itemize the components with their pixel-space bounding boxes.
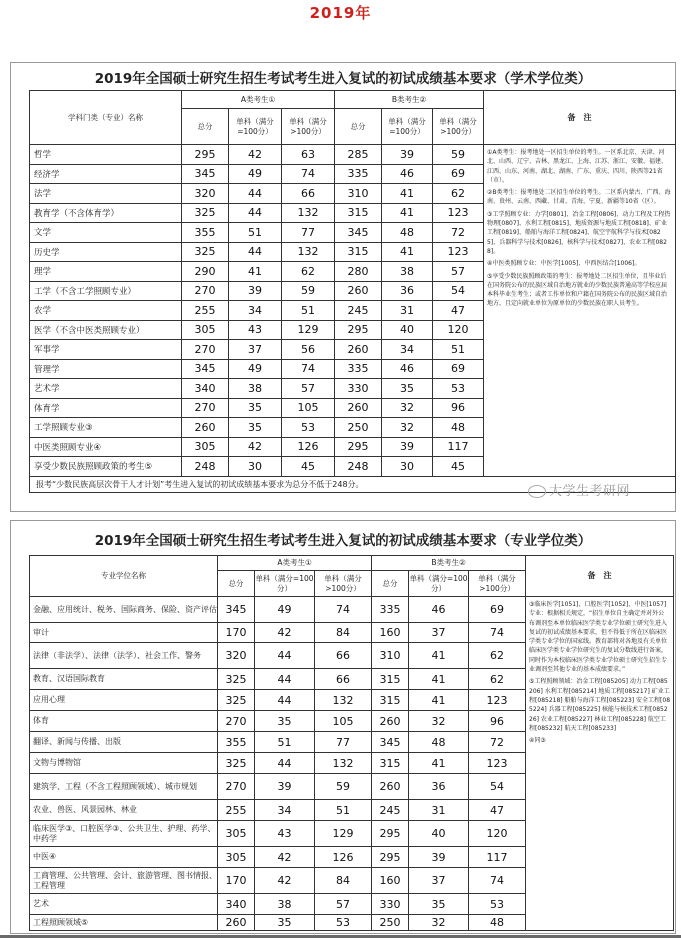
- score-a-total: 325: [218, 753, 255, 774]
- score-a-s1: 35: [255, 711, 315, 732]
- row-subject-name: 享受少数民族照顾政策的考生⑤: [30, 457, 182, 477]
- row-subject-name: 农学: [30, 301, 182, 321]
- score-a-s1: 49: [255, 597, 315, 623]
- footer-note: 报考“少数民族高层次骨干人才计划”考生进入复试的初试成绩基本要求为总分不低于248分。: [30, 476, 676, 492]
- header-b-single100: 单科（满分=100分）: [409, 571, 469, 597]
- score-b-total: 330: [335, 379, 382, 399]
- score-b-s1: 46: [382, 359, 433, 379]
- score-a-total: 260: [218, 915, 255, 931]
- header-b-total: 总分: [372, 571, 409, 597]
- score-a-s1: 34: [229, 301, 282, 321]
- score-b-s2: 54: [433, 281, 484, 301]
- score-a-total: 248: [182, 457, 229, 477]
- score-a-s1: 44: [255, 643, 315, 669]
- score-a-s2: 129: [282, 320, 335, 340]
- row-subject-name: 艺术学: [30, 379, 182, 399]
- score-b-s2: 47: [469, 800, 526, 821]
- score-a-s2: 56: [282, 340, 335, 360]
- header-a-group: A类考生①: [218, 556, 372, 571]
- score-a-s1: 43: [229, 320, 282, 340]
- score-b-s2: 123: [469, 753, 526, 774]
- row-subject-name: 艺术: [30, 894, 218, 915]
- score-b-total: 315: [372, 753, 409, 774]
- score-b-total: 310: [372, 643, 409, 669]
- score-b-s2: 47: [433, 301, 484, 321]
- score-a-s1: 42: [229, 145, 282, 165]
- score-b-total: 260: [335, 281, 382, 301]
- header-a-total: 总分: [182, 109, 229, 145]
- row-subject-name: 法学: [30, 184, 182, 204]
- score-b-s2: 51: [433, 340, 484, 360]
- row-subject-name: 管理学: [30, 359, 182, 379]
- header-a-total: 总分: [218, 571, 255, 597]
- score-b-s2: 62: [469, 643, 526, 669]
- header-subject: 专业学位名称: [30, 556, 218, 597]
- score-b-s2: 53: [469, 894, 526, 915]
- score-b-s1: 30: [382, 457, 433, 477]
- score-a-s1: 44: [229, 203, 282, 223]
- remark-note: ②B类考生：报考地处二区招生单位的考生。二区系内蒙古、广西、海南、贵州、云南、西藏、甘肃、青海、宁夏、新疆等10省（区）。: [487, 189, 671, 206]
- score-a-s1: 37: [229, 340, 282, 360]
- row-subject-name: 应用心理: [30, 690, 218, 711]
- score-a-s2: 129: [315, 821, 372, 847]
- row-subject-name: 医学（不含中医类照顾专业）: [30, 320, 182, 340]
- score-b-s2: 74: [469, 623, 526, 643]
- score-a-total: 345: [182, 164, 229, 184]
- score-b-total: 330: [372, 894, 409, 915]
- score-a-s2: 77: [315, 732, 372, 753]
- score-b-s2: 123: [469, 690, 526, 711]
- score-a-s2: 74: [282, 359, 335, 379]
- score-b-s1: 37: [409, 623, 469, 643]
- row-subject-name: 工学照顾专业③: [30, 418, 182, 438]
- score-b-total: 260: [372, 774, 409, 800]
- score-a-s2: 84: [315, 623, 372, 643]
- score-a-total: 345: [218, 597, 255, 623]
- professional-score-table: [29, 555, 674, 931]
- score-a-total: 255: [182, 301, 229, 321]
- row-subject-name: 中医④: [30, 847, 218, 868]
- score-b-s2: 59: [433, 145, 484, 165]
- score-b-s2: 96: [469, 711, 526, 732]
- row-subject-name: 哲学: [30, 145, 182, 165]
- score-a-s1: 38: [229, 379, 282, 399]
- remark-note: ④同③: [529, 737, 546, 745]
- score-a-s2: 74: [315, 597, 372, 623]
- academic-degree-panel: [10, 62, 676, 512]
- score-a-total: 345: [182, 359, 229, 379]
- row-subject-name: 经济学: [30, 164, 182, 184]
- score-b-total: 295: [335, 437, 382, 457]
- score-a-s2: 126: [282, 437, 335, 457]
- score-b-s1: 41: [382, 242, 433, 262]
- row-subject-name: 理学: [30, 262, 182, 282]
- score-a-s1: 44: [229, 242, 282, 262]
- score-b-s1: 48: [409, 732, 469, 753]
- score-b-total: 160: [372, 623, 409, 643]
- score-b-s2: 57: [433, 262, 484, 282]
- remark-note: ③临床医学[1051]、口腔医学[1052]、中医[1057]专业：根据相关规定，“招生单位自主确定并对外公布调剂至本单位临床医学类专业学位硕士研究生进入复试的初试成绩基本要求，但不得低于所在区临床医学类专业学位的国家线。教育部将对各地及有关单位临床医学类专业学位研究生的复试分数线进行备案，同时作为本校临床医学类专业学位硕士研究生招生专业调剂至其他专业的基本成绩要求。”: [529, 601, 668, 674]
- row-subject-name: 文物与博物馆: [30, 753, 218, 774]
- score-b-s2: 120: [433, 320, 484, 340]
- score-a-total: 270: [182, 340, 229, 360]
- score-b-s1: 40: [409, 821, 469, 847]
- score-b-total: 295: [335, 320, 382, 340]
- row-subject-name: 军事学: [30, 340, 182, 360]
- row-subject-name: 翻译、新闻与传播、出版: [30, 732, 218, 753]
- header-a-group: A类考生①: [182, 91, 335, 109]
- header-subject: 学科门类（专业）名称: [30, 91, 182, 145]
- score-a-total: 305: [218, 821, 255, 847]
- row-subject-name: 建筑学、工程（不含工程照顾领域）、城市规划: [30, 774, 218, 800]
- score-a-total: 340: [182, 379, 229, 399]
- score-b-total: 335: [372, 597, 409, 623]
- score-b-total: 295: [372, 821, 409, 847]
- score-a-total: 270: [218, 711, 255, 732]
- score-a-s2: 62: [282, 262, 335, 282]
- score-a-s2: 77: [282, 223, 335, 243]
- wechat-icon: [528, 485, 546, 498]
- score-b-total: 245: [372, 800, 409, 821]
- score-b-s1: 41: [409, 690, 469, 711]
- score-b-s1: 41: [382, 203, 433, 223]
- score-b-s2: 62: [469, 669, 526, 690]
- score-b-total: 248: [335, 457, 382, 477]
- score-a-total: 355: [218, 732, 255, 753]
- score-b-total: 250: [335, 418, 382, 438]
- score-a-s2: 51: [282, 301, 335, 321]
- score-a-s1: 30: [229, 457, 282, 477]
- row-subject-name: 金融、应用统计、税务、国际商务、保险、资产评估: [30, 597, 218, 623]
- header-b-single-over100: 单科（满分>100分）: [433, 109, 484, 145]
- score-b-s2: 54: [469, 774, 526, 800]
- row-subject-name: 工商管理、公共管理、会计、旅游管理、图书情报、工程管理: [30, 868, 218, 894]
- score-a-s1: 49: [229, 359, 282, 379]
- score-a-total: 295: [182, 145, 229, 165]
- score-b-total: 160: [372, 868, 409, 894]
- score-b-s1: 31: [382, 301, 433, 321]
- academic-table-title: 2019年全国硕士研究生招生考试考生进入复试的初试成绩基本要求（学术学位类）: [94, 71, 592, 87]
- row-subject-name: 历史学: [30, 242, 182, 262]
- score-a-s2: 59: [315, 774, 372, 800]
- score-a-total: 305: [218, 847, 255, 868]
- score-b-s1: 36: [382, 281, 433, 301]
- score-b-s1: 35: [382, 379, 433, 399]
- score-a-total: 305: [182, 437, 229, 457]
- score-a-s1: 51: [229, 223, 282, 243]
- header-remarks: 备 注: [526, 556, 674, 597]
- score-a-total: 325: [218, 690, 255, 711]
- score-a-s2: 132: [315, 753, 372, 774]
- score-a-s1: 41: [229, 262, 282, 282]
- header-a-single100: 单科（满分=100分）: [229, 109, 282, 145]
- header-a-single-over100: 单科（满分>100分）: [282, 109, 335, 145]
- header-b-group: B类考生②: [372, 556, 526, 571]
- score-a-s1: 35: [229, 418, 282, 438]
- score-a-s2: 45: [282, 457, 335, 477]
- score-b-s2: 96: [433, 398, 484, 418]
- score-b-s2: 72: [469, 732, 526, 753]
- header-remarks: 备 注: [484, 91, 676, 145]
- remark-note: ①A类考生：报考地处一区招生单位的考生。一区系北京、天津、河北、山西、辽宁、吉林、黑龙江、上海、江苏、浙江、安徽、福建、江西、山东、河南、湖北、湖南、广东、重庆、四川、陕西等21省（市）。: [487, 149, 668, 184]
- row-subject-name: 审计: [30, 623, 218, 643]
- score-b-total: 315: [335, 242, 382, 262]
- score-a-s2: 132: [282, 203, 335, 223]
- score-a-total: 170: [218, 623, 255, 643]
- score-a-s1: 39: [255, 774, 315, 800]
- score-a-s1: 43: [255, 821, 315, 847]
- score-a-s1: 42: [255, 847, 315, 868]
- score-a-total: 260: [182, 418, 229, 438]
- row-subject-name: 农业、兽医、风景园林、林业: [30, 800, 218, 821]
- score-a-s1: 42: [229, 437, 282, 457]
- score-a-total: 270: [218, 774, 255, 800]
- row-subject-name: 文学: [30, 223, 182, 243]
- score-b-total: 245: [335, 301, 382, 321]
- header-b-single100: 单科（满分=100分）: [382, 109, 433, 145]
- score-b-total: 315: [335, 203, 382, 223]
- score-a-s1: 44: [255, 690, 315, 711]
- score-a-total: 305: [182, 320, 229, 340]
- remark-note: ④中医类照顾专业：中医学[1005]、中西医结合[1006]。: [487, 260, 641, 268]
- score-b-s1: 39: [409, 847, 469, 868]
- header-a-single-over100: 单科（满分>100分）: [315, 571, 372, 597]
- score-a-total: 290: [182, 262, 229, 282]
- row-subject-name: 教育学（不含体育学）: [30, 203, 182, 223]
- score-a-s1: 34: [255, 800, 315, 821]
- score-a-s2: 57: [315, 894, 372, 915]
- remark-note: ⑤享受少数民族照顾政策的考生：报考地处二区招生单位，且毕业后在国务院公布的民族区域自治地方就业的少数民族普通高等学校应届本科毕业生考生；或者工作单位和户籍在国务院公布的民族区域自治地方，且定向就业单位为原单位的少数民族在职人员考生。: [487, 272, 668, 308]
- score-a-s1: 42: [255, 868, 315, 894]
- remark-note: ⑤工程照顾领域：冶金工程[085205] 动力工程[085206] 水利工程[085214] 地质工程[085217] 矿业工程[085218] 船舶与海洋工程[085223] 安全工程[085224] 兵器工程[085225] 核能与核技术工程[085226] 农业工程[085227] 林业工程[085228] 航空工程[085232] 航天工程[085233]: [529, 678, 671, 732]
- score-a-s1: 44: [255, 753, 315, 774]
- score-b-s2: 123: [433, 242, 484, 262]
- score-b-total: 335: [335, 164, 382, 184]
- table-row: [30, 145, 676, 165]
- score-a-s1: 44: [229, 184, 282, 204]
- score-a-s2: 57: [282, 379, 335, 399]
- score-b-s1: 41: [409, 643, 469, 669]
- score-b-s2: 74: [469, 868, 526, 894]
- score-a-total: 270: [182, 398, 229, 418]
- score-b-s1: 39: [382, 437, 433, 457]
- row-subject-name: 工学（不含工学照顾专业）: [30, 281, 182, 301]
- score-b-s2: 117: [433, 437, 484, 457]
- academic-score-table: [29, 90, 676, 493]
- score-a-total: 325: [218, 669, 255, 690]
- score-a-total: 320: [218, 643, 255, 669]
- row-subject-name: 中医类照顾专业④: [30, 437, 182, 457]
- score-a-s2: 66: [282, 184, 335, 204]
- score-b-s1: 41: [409, 753, 469, 774]
- remark-note: ③工学照顾专业：力学[0801]、冶金工程[0806]、动力工程及工程热物理[0807]、水利工程[0815]、地质资源与地质工程[0818]、矿业工程[0819]、船舶与海洋工程[0824]、航空宇航科学与技术[0825]、兵器科学与技术[0826]、核科学与技术[0827]、农业工程[0828]。: [487, 210, 671, 255]
- score-a-total: 340: [218, 894, 255, 915]
- professional-degree-panel: [10, 520, 676, 934]
- score-b-s1: 40: [382, 320, 433, 340]
- score-b-s2: 120: [469, 821, 526, 847]
- page-year-title: 2019年: [309, 4, 372, 22]
- score-a-s2: 132: [282, 242, 335, 262]
- watermark-text: 大学生考研网: [549, 484, 631, 499]
- score-b-s2: 69: [433, 359, 484, 379]
- score-b-s2: 123: [433, 203, 484, 223]
- score-b-s1: 37: [409, 868, 469, 894]
- score-a-s1: 35: [255, 915, 315, 931]
- row-subject-name: 教育、汉语国际教育: [30, 669, 218, 690]
- score-a-s2: 66: [315, 643, 372, 669]
- score-a-total: 255: [218, 800, 255, 821]
- score-a-s2: 66: [315, 669, 372, 690]
- score-a-s2: 132: [315, 690, 372, 711]
- score-b-total: 280: [335, 262, 382, 282]
- row-subject-name: 体育学: [30, 398, 182, 418]
- score-a-s2: 51: [315, 800, 372, 821]
- score-a-s2: 105: [282, 398, 335, 418]
- score-b-s2: 62: [433, 184, 484, 204]
- score-a-total: 355: [182, 223, 229, 243]
- score-a-total: 325: [182, 242, 229, 262]
- score-a-s1: 38: [255, 894, 315, 915]
- score-a-s2: 105: [315, 711, 372, 732]
- score-b-total: 345: [335, 223, 382, 243]
- score-b-s1: 46: [409, 597, 469, 623]
- score-b-s2: 45: [433, 457, 484, 477]
- score-b-s1: 48: [382, 223, 433, 243]
- score-a-s1: 35: [229, 398, 282, 418]
- score-b-s1: 41: [382, 184, 433, 204]
- score-a-s2: 59: [282, 281, 335, 301]
- score-b-s1: 39: [382, 145, 433, 165]
- score-a-s2: 126: [315, 847, 372, 868]
- score-a-total: 170: [218, 868, 255, 894]
- score-b-s1: 32: [409, 915, 469, 931]
- table-row: [30, 597, 674, 623]
- row-subject-name: 临床医学③、口腔医学③、公共卫生、护理、药学、中药学: [30, 821, 218, 847]
- score-b-s1: 46: [382, 164, 433, 184]
- score-b-total: 295: [372, 847, 409, 868]
- professional-table-title: 2019年全国硕士研究生招生考试考生进入复试的初试成绩基本要求（专业学位类）: [94, 533, 592, 549]
- score-b-s2: 72: [433, 223, 484, 243]
- score-b-total: 310: [335, 184, 382, 204]
- score-b-total: 260: [372, 711, 409, 732]
- remarks-notes: [526, 597, 674, 931]
- score-a-s2: 53: [315, 915, 372, 931]
- score-b-total: 345: [372, 732, 409, 753]
- score-b-total: 315: [372, 669, 409, 690]
- score-b-total: 260: [335, 340, 382, 360]
- score-b-s2: 69: [469, 597, 526, 623]
- score-b-s2: 53: [433, 379, 484, 399]
- score-b-s1: 34: [382, 340, 433, 360]
- row-subject-name: 体育: [30, 711, 218, 732]
- score-b-total: 250: [372, 915, 409, 931]
- row-subject-name: 工程照顾领域⑤: [30, 915, 218, 931]
- score-b-s1: 35: [409, 894, 469, 915]
- score-a-total: 270: [182, 281, 229, 301]
- row-subject-name: 法律（非法学）、法律（法学）、社会工作、警务: [30, 643, 218, 669]
- score-b-s2: 69: [433, 164, 484, 184]
- header-b-total: 总分: [335, 109, 382, 145]
- score-b-total: 285: [335, 145, 382, 165]
- score-a-total: 320: [182, 184, 229, 204]
- score-a-s1: 49: [229, 164, 282, 184]
- score-a-s2: 84: [315, 868, 372, 894]
- score-b-s2: 48: [469, 915, 526, 931]
- score-b-total: 335: [335, 359, 382, 379]
- score-b-s2: 117: [469, 847, 526, 868]
- score-b-s1: 32: [409, 711, 469, 732]
- score-b-s1: 41: [409, 669, 469, 690]
- score-a-s1: 44: [255, 669, 315, 690]
- remarks-notes: [484, 145, 676, 477]
- score-a-s2: 63: [282, 145, 335, 165]
- score-a-s1: 51: [255, 732, 315, 753]
- score-a-total: 325: [182, 203, 229, 223]
- score-b-s1: 32: [382, 418, 433, 438]
- score-a-s1: 39: [229, 281, 282, 301]
- score-b-s1: 36: [409, 774, 469, 800]
- score-a-s1: 42: [255, 623, 315, 643]
- header-a-single100: 单科（满分=100分）: [255, 571, 315, 597]
- header-b-single-over100: 单科（满分>100分）: [469, 571, 526, 597]
- score-a-s2: 53: [282, 418, 335, 438]
- score-b-s1: 31: [409, 800, 469, 821]
- score-b-s1: 38: [382, 262, 433, 282]
- header-b-group: B类考生②: [335, 91, 484, 109]
- score-a-s2: 74: [282, 164, 335, 184]
- score-b-total: 260: [335, 398, 382, 418]
- watermark: [528, 480, 630, 499]
- score-b-s2: 48: [433, 418, 484, 438]
- score-b-total: 315: [372, 690, 409, 711]
- score-b-s1: 32: [382, 398, 433, 418]
